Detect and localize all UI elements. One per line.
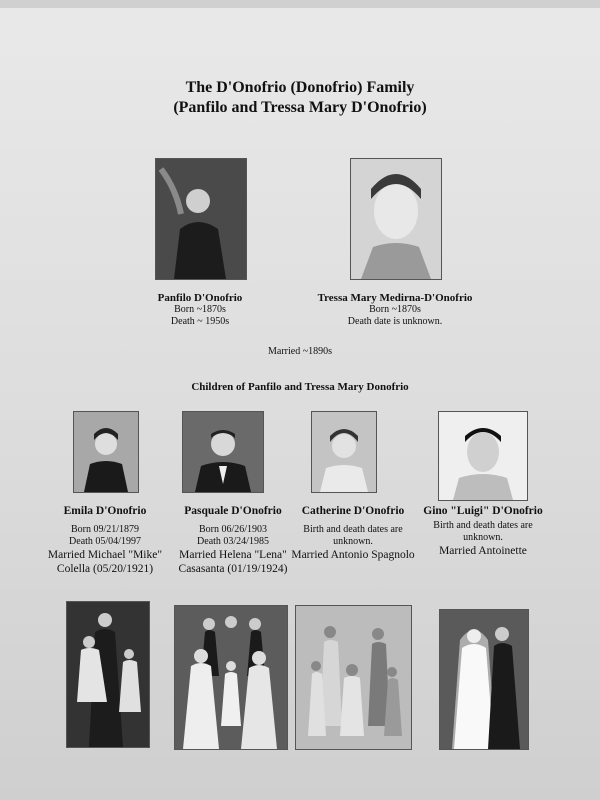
emila-family-photo: [66, 601, 150, 748]
child-married: Married Antonio Spagnolo: [291, 549, 415, 561]
emila-portrait-photo: [73, 411, 139, 493]
emila-caption: [35, 504, 175, 576]
gino-caption: [413, 504, 553, 558]
tressa-portrait-photo: [350, 158, 442, 280]
gino-wedding-photo: [439, 609, 529, 750]
catherine-portrait-photo: [311, 411, 377, 493]
catherine-caption: [283, 504, 423, 562]
child-death: Death 03/24/1985: [197, 536, 269, 547]
panfilo-caption: [120, 292, 280, 328]
child-married: Married Antoinette: [439, 545, 527, 557]
marriage-note: Married ~1890s: [267, 346, 332, 357]
catherine-family-photo: [295, 605, 412, 750]
parent-name: Tressa Mary Medirna-D'Onofrio: [317, 292, 473, 304]
gino-portrait-photo: [438, 411, 528, 501]
parent-death: Death date is unknown.: [347, 316, 443, 327]
parent-death: Death ~ 1950s: [170, 316, 230, 327]
child-born: Born 09/21/1879: [70, 524, 140, 535]
panfilo-portrait-photo: [155, 158, 247, 280]
child-name: Catherine D'Onofrio: [301, 505, 405, 517]
parent-name: Panfilo D'Onofrio: [157, 292, 243, 304]
child-dates-note: Birth and death dates are unknown.: [303, 524, 403, 547]
child-name: Emila D'Onofrio: [63, 505, 147, 517]
page-title: The D'Onofrio (Donofrio) Family: [185, 79, 415, 96]
parent-born: Born ~1870s: [369, 304, 421, 315]
child-born: Born 06/26/1903: [198, 524, 268, 535]
pasquale-wedding-photo: [174, 605, 288, 750]
page-top-edge: [0, 0, 600, 8]
page-subtitle: (Panfilo and Tressa Mary D'Onofrio): [173, 99, 427, 116]
tressa-caption: [300, 292, 490, 328]
pasquale-portrait-photo: [182, 411, 264, 493]
child-married: Married Michael "Mike" Colella (05/20/1921): [47, 549, 163, 575]
child-death: Death 05/04/1997: [69, 536, 141, 547]
pasquale-caption: [163, 504, 303, 576]
child-name: Pasquale D'Onofrio: [184, 505, 282, 517]
child-name: Gino "Luigi" D'Onofrio: [423, 505, 543, 517]
parent-born: Born ~1870s: [174, 304, 226, 315]
children-heading: Children of Panfilo and Tressa Mary Donofrio: [191, 381, 409, 393]
child-dates-note: Birth and death dates are unknown.: [433, 520, 533, 543]
child-married: Married Helena "Lena" Casasanta (01/19/1924): [178, 549, 288, 575]
